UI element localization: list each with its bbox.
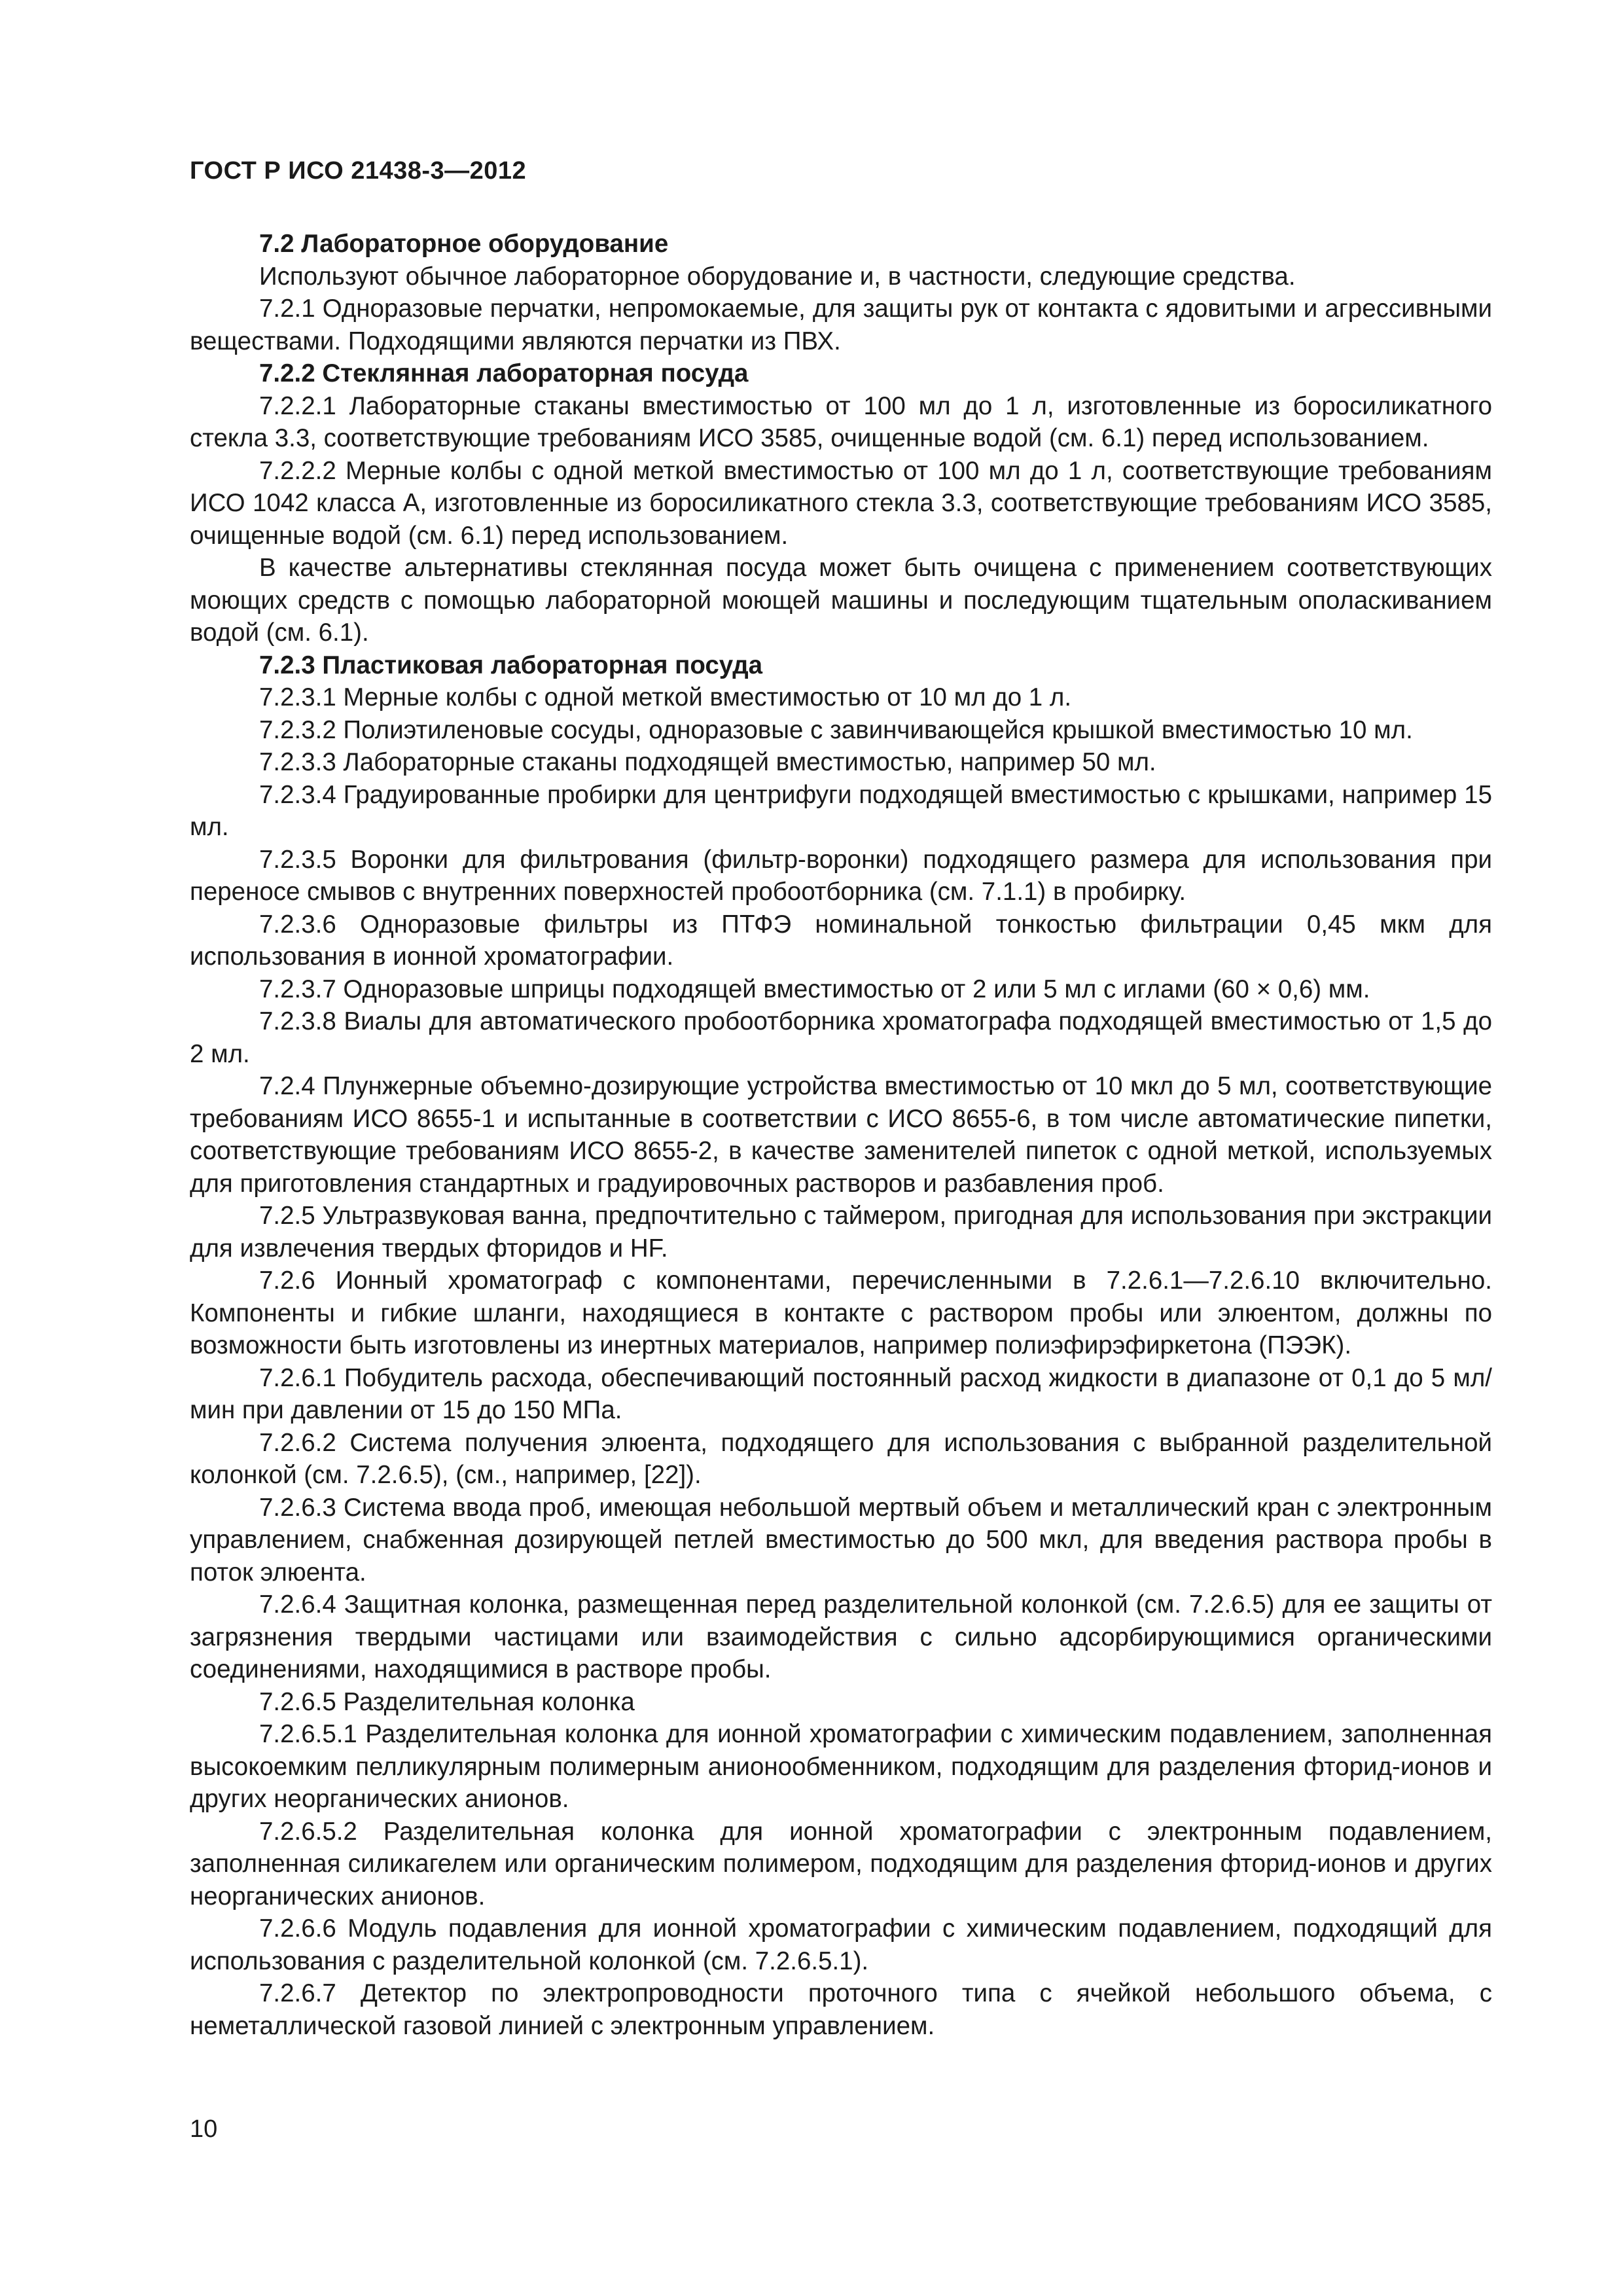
paragraph: 7.2.2.1 Лабораторные стаканы вместимостью от 100 мл до 1 л, изготовленные из боросиликатного стекла 3.3, соответствующие требованиям ИСО 3585, очищенные водой (см. 6.1) перед использованием. bbox=[190, 391, 1492, 452]
document-header-code: ГОСТ Р ИСО 21438-3—2012 bbox=[190, 157, 527, 185]
paragraph: 7.2.3.3 Лабораторные стаканы подходящей вместимостью, например 50 мл. bbox=[259, 748, 1156, 776]
paragraph: 7.2.6.7 Детектор по электропроводности проточного типа с ячейкой небольшого объема, с неметаллической газовой линией с электронным управлением. bbox=[190, 1979, 1492, 2040]
paragraph: 7.2.6.4 Защитная колонка, размещенная перед разделительной колонкой (см. 7.2.6.5) для ее защиты от загрязнения твердыми частицами или взаимодействия с сильно адсорбирующимися органическими соединениями, находящимися в растворе пробы. bbox=[190, 1590, 1492, 1683]
paragraph: 7.2.6.5.2 Разделительная колонка для ионной хроматографии с электронным подавлением, заполненная силикагелем или органическим полимером, подходящим для разделения фторид-ионов и других неорганических анионов. bbox=[190, 1817, 1492, 1910]
paragraph: 7.2.5 Ультразвуковая ванна, предпочтительно с таймером, пригодная для использования при экстракции для извлечения твердых фторидов и HF. bbox=[190, 1202, 1492, 1263]
page-number: 10 bbox=[190, 2115, 218, 2143]
paragraph: 7.2.3.2 Полиэтиленовые сосуды, одноразовые с завинчивающейся крышкой вместимостью 10 мл. bbox=[259, 715, 1413, 744]
paragraph: 7.2.6.1 Побудитель расхода, обеспечивающий постоянный расход жидкости в диапазоне от 0,1 до 5 мл/мин при давлении от 15 до 150 МПа. bbox=[190, 1363, 1492, 1424]
section-heading: 7.2.3 Пластиковая лабораторная посуда bbox=[259, 651, 763, 679]
document-body bbox=[190, 228, 1492, 2042]
section-heading: 7.2 Лабораторное оборудование bbox=[259, 230, 669, 258]
paragraph: 7.2.6.3 Система ввода проб, имеющая небольшой мертвый объем и металлический кран с электронным управлением, снабженная дозирующей петлей вместимостью до 500 мкл, для введения раствора пробы в поток элюента. bbox=[190, 1493, 1492, 1587]
paragraph: В качестве альтернативы стеклянная посуда может быть очищена с применением соответствующих моющих средств с помощью лабораторной моющей машины и последующим тщательным ополаскиванием водой (см. 6.1). bbox=[190, 554, 1492, 647]
paragraph: 7.2.2.2 Мерные колбы с одной меткой вместимостью от 100 мл до 1 л, соответствующие требованиям ИСО 1042 класса А, изготовленные из боросиликатного стекла 3.3, соответствующие требованиям ИСО 3585, очищенные водой (см. 6.1) перед использованием. bbox=[190, 456, 1492, 550]
paragraph: 7.2.6.2 Система получения элюента, подходящего для использования с выбранной разделительной колонкой (см. 7.2.6.5), (см., например, [22]). bbox=[190, 1428, 1492, 1489]
paragraph: 7.2.6.5 Разделительная колонка bbox=[259, 1687, 635, 1716]
paragraph: 7.2.3.7 Одноразовые шприцы подходящей вместимостью от 2 или 5 мл с иглами (60 × 0,6) мм. bbox=[259, 975, 1370, 1003]
paragraph: 7.2.6 Ионный хроматограф с компонентами, перечисленными в 7.2.6.1—7.2.6.10 включительно. Компоненты и гибкие шланги, находящиеся в контакте с раствором пробы или элюентом, должны по возможности быть изготовлены из инертных материалов, например полиэфирэфиркетона (ПЭЭК). bbox=[190, 1266, 1492, 1359]
paragraph: 7.2.3.1 Мерные колбы с одной меткой вместимостью от 10 мл до 1 л. bbox=[259, 683, 1072, 711]
paragraph: 7.2.6.6 Модуль подавления для ионной хроматографии с химическим подавлением, подходящий для использования с разделительной колонкой (см. 7.2.6.5.1). bbox=[190, 1914, 1492, 1975]
paragraph: 7.2.4 Плунжерные объемно-дозирующие устройства вместимостью от 10 мкл до 5 мл, соответствующие требованиям ИСО 8655-1 и испытанные в соответствии с ИСО 8655-6, в том числе автоматические пипетки, соответствующие требованиям ИСО 8655-2, в качестве заменителей пипеток с одной меткой, используемых для приготовления стандартных и градуировочных растворов и разбавления проб. bbox=[190, 1072, 1492, 1198]
paragraph: 7.2.3.6 Одноразовые фильтры из ПТФЭ номинальной тонкостью фильтрации 0,45 мкм для использования в ионной хроматографии. bbox=[190, 910, 1492, 971]
paragraph: 7.2.3.5 Воронки для фильтрования (фильтр-воронки) подходящего размера для использования при переносе смывов с внутренних поверхностей пробоотборника (см. 7.1.1) в пробирку. bbox=[190, 845, 1492, 906]
paragraph: 7.2.6.5.1 Разделительная колонка для ионной хроматографии с химическим подавлением, заполненная высокоемким пелликулярным полимерным анионообменником, подходящим для разделения фторид-ионов и других неорганических анионов. bbox=[190, 1720, 1492, 1813]
paragraph: 7.2.1 Одноразовые перчатки, непромокаемые, для защиты рук от контакта с ядовитыми и агрессивными веществами. Подходящими являются перчатки из ПВХ. bbox=[190, 295, 1492, 355]
section-heading: 7.2.2 Стеклянная лабораторная посуда bbox=[259, 359, 749, 387]
paragraph: Используют обычное лабораторное оборудование и, в частности, следующие средства. bbox=[259, 262, 1296, 291]
paragraph: 7.2.3.4 Градуированные пробирки для центрифуги подходящей вместимостью с крышками, например 15 мл. bbox=[190, 780, 1492, 841]
paragraph: 7.2.3.8 Виалы для автоматического пробоотборника хроматографа подходящей вместимостью от 1,5 до 2 мл. bbox=[190, 1007, 1492, 1068]
